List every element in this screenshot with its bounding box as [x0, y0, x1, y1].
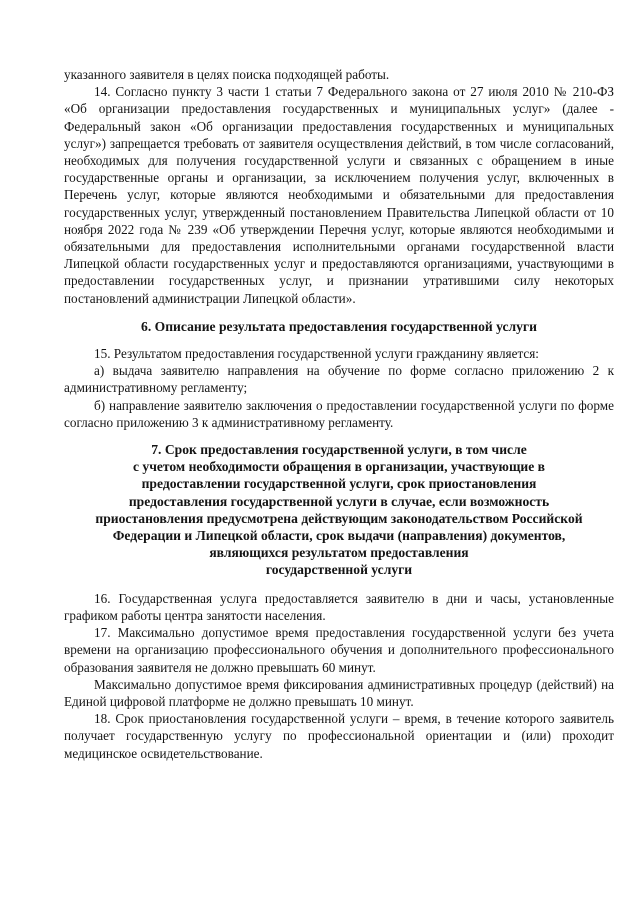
heading-line: предоставления государственной услуги в случае, если возможность [128, 493, 550, 509]
heading-line: предоставлении государственной услуги, срок приостановления [141, 476, 537, 492]
heading-line: государственной услуги [265, 562, 413, 578]
heading-line: Федерации и Липецкой области, срок выдачи (направления) документов, [112, 528, 566, 544]
paragraph-16: 16. Государственная услуга предоставляется заявителю в дни и часы, установленные графиком работы центра занятости населения. [64, 590, 614, 623]
paragraph-15: 15. Результатом предоставления государственной услуги гражданину является: [94, 346, 539, 362]
document-page [64, 66, 614, 762]
paragraph-15-a: а) выдача заявителю направления на обучение по форме согласно приложению 2 к административному регламенту; [64, 363, 614, 396]
paragraph-continuation: указанного заявителя в целях поиска подходящей работы. [64, 67, 390, 82]
paragraph-18: 18. Срок приостановления государственной услуги – время, в течение которого заявитель получает государственную услугу по профессиональной ориентации и (или) проходит медицинское освидетельствование. [64, 711, 614, 761]
section-6-heading: 6. Описание результата предоставления государственной услуги [141, 318, 537, 334]
heading-line: приостановления предусмотрена действующим законодательством Российской [95, 510, 583, 526]
paragraph-17: 17. Максимально допустимое время предоставления государственной услуги без учета времени на организацию профессионального обучения и дополнительного профессионального образования заявителя не должно превышать 60 минут. [64, 625, 614, 675]
heading-line: 7. Срок предоставления государственной услуги, в том числе [151, 442, 527, 458]
paragraph-14: 14. Согласно пункту 3 части 1 статьи 7 Федерального закона от 27 июля 2010 № 210-ФЗ «Об организации предоставления государственных и муниципальных услуг» (далее - Федеральный закон «Об организации предоставления государственных и муниципальных услуг») запрещается требовать от заявителя осуществления действий, в том числе согласований, необходимых для получения государственной услуги и связанных с обращением в иные государственные органы и организации, за исключением получения услуг, включенных в Перечень услуг, которые являются необходимыми и обязательными для предоставления государственных услуг, утвержденный постановлением Правительства Липецкой области от 10 ноября 2022 года № 239 «Об утверждении Перечня услуг, которые являются необходимыми и обязательными для предоставления исполнительными органами государственной власти Липецкой области государственных услуг и предоставляются организациями, участвующими в предоставлении государственных услуг, и признании утратившими силу некоторых постановлений администрации Липецкой области». [64, 84, 614, 306]
heading-line: с учетом необходимости обращения в организации, участвующие в [132, 459, 546, 475]
heading-line: являющихся результатом предоставления [209, 545, 469, 561]
section-7-heading [64, 441, 614, 579]
paragraph-15-b: б) направление заявителю заключения о предоставлении государственной услуги по форме согласно приложению 3 к административному регламенту. [64, 397, 614, 430]
paragraph-17-second: Максимально допустимое время фиксирования административных процедур (действий) на Единой цифровой платформе не должно превышать 10 минут. [64, 676, 614, 709]
